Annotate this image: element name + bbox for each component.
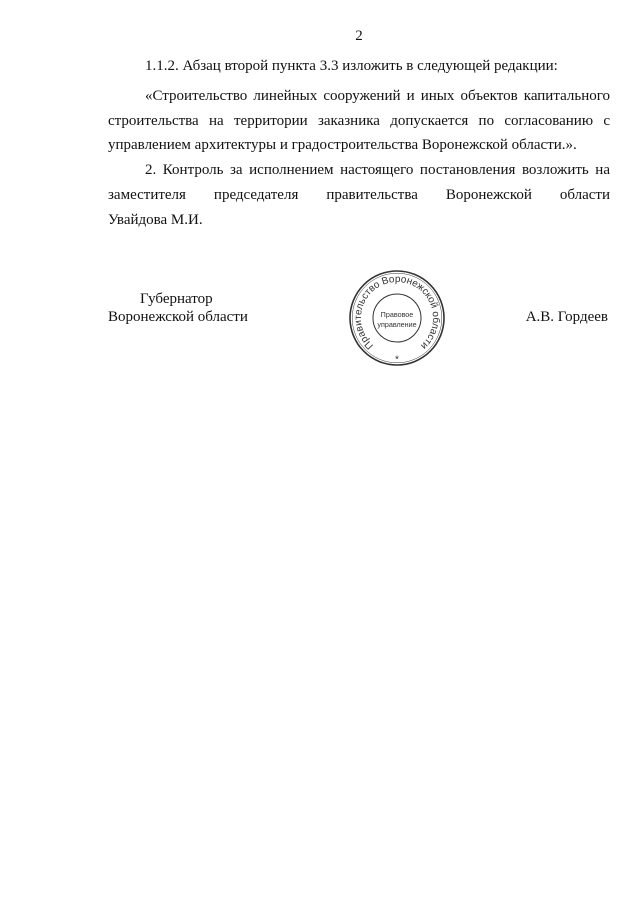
stamp-inner-line-2: управление [377,320,417,329]
new-wording-line-3: управлением архитектуры и градостроительства Воронежской области.». [108,137,577,153]
stamp-star: * [395,354,399,366]
signatory-title-line-2: Воронежской области [108,309,248,325]
stamp-outer-text-path: Правительство Воронежской области [352,273,442,352]
clause-2-line-1: 2. Контроль за исполнением настоящего постановления возложить на [145,162,610,178]
signatory-title-line-1: Губернатор [140,291,213,307]
new-wording-line-1: «Строительство линейных сооружений и иных объектов капитального [145,88,610,104]
official-stamp [342,263,452,373]
new-wording-line-2: строительства на территории заказника допускается по согласованию с [108,113,610,129]
clause-2-line-2: заместителя председателя правительства Воронежской области [108,187,610,203]
clause-1-1-2-line-1: 1.1.2. Абзац второй пункта 3.3 изложить в следующей редакции: [145,58,558,74]
signatory-name: А.В. Гордеев [525,309,608,325]
stamp-inner-line-1: Правовое [380,310,414,319]
clause-2-line-3: Увайдова М.И. [108,212,203,228]
page-number: 2 [355,28,363,44]
